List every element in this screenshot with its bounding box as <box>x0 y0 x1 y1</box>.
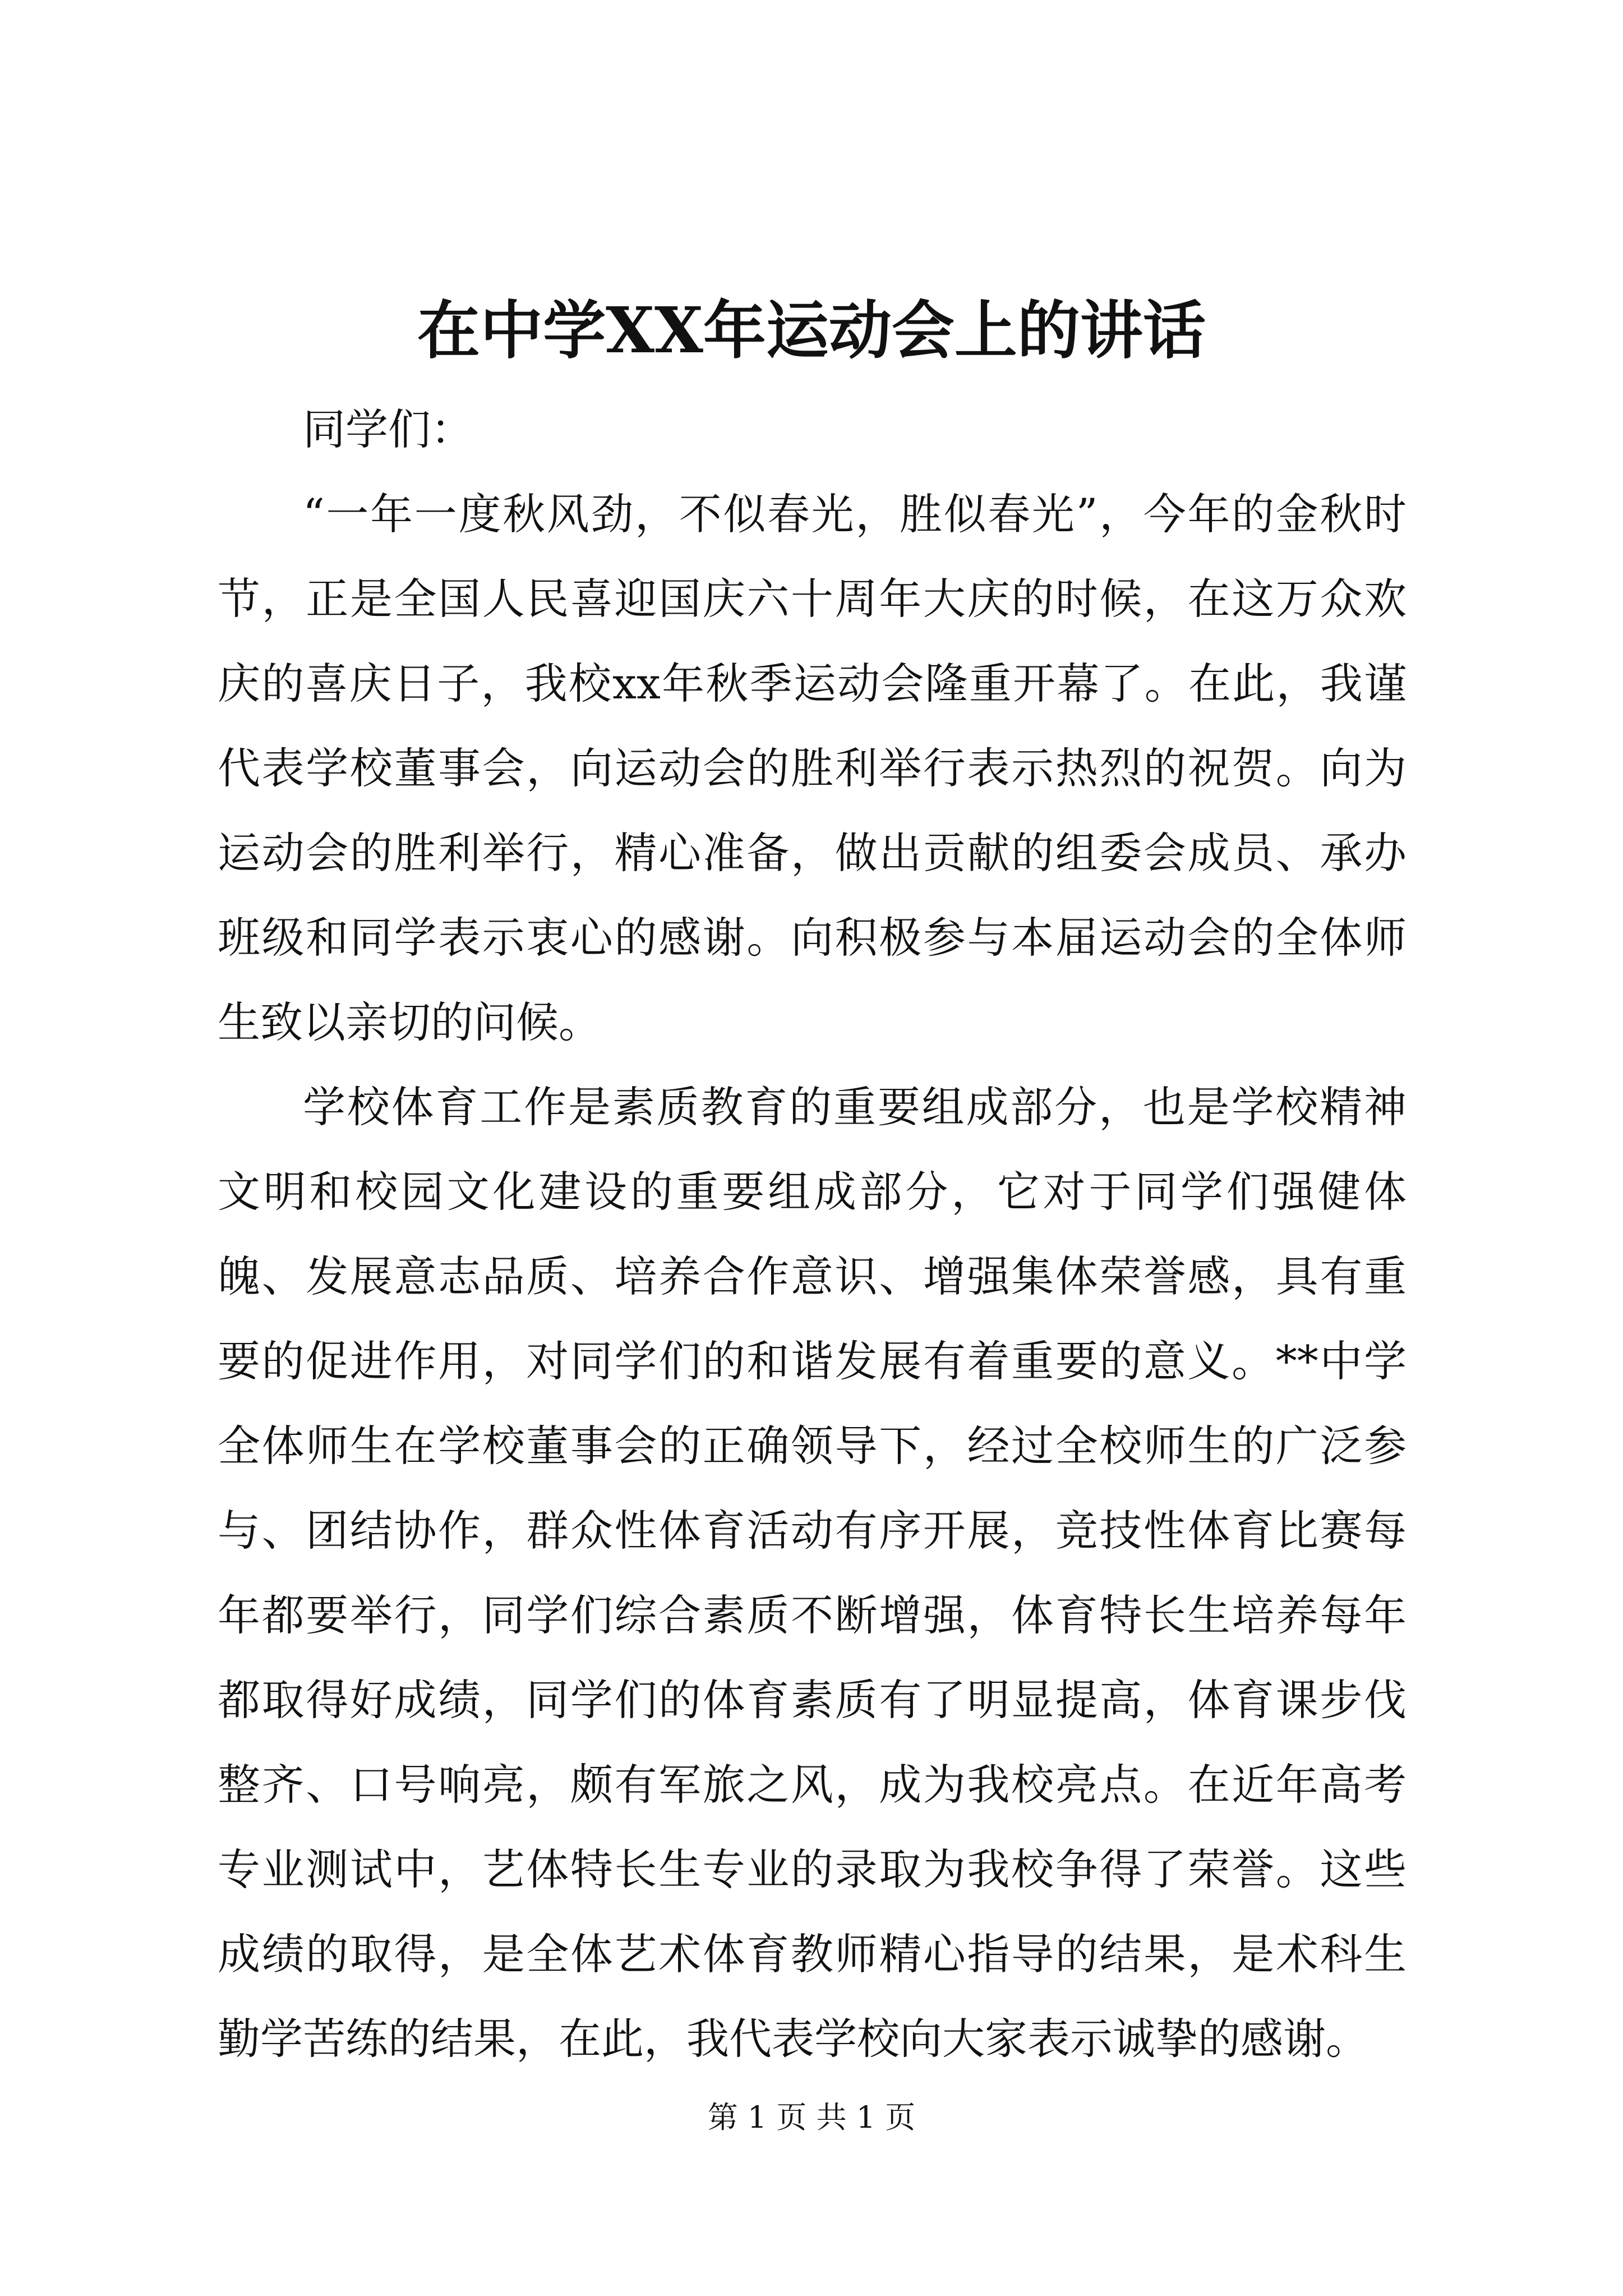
greeting: 同学们： <box>303 404 473 454</box>
document-body <box>218 387 1407 2081</box>
paragraph-2: 学校体育工作是素质教育的重要组成部分，也是学校精神文明和校园文化建设的重要组成部分，它对于同学们强健体魄、发展意志品质、培养合作意识、增强集体荣誉感，具有重要的促进作用，对同学们的和谐发展有着重要的意义。**中学全体师生在学校董事会的正确领导下，经过全校师生的广泛参与、团结协作，群众性体育活动有序开展，竞技性体育比赛每年都要举行，同学们综合素质不断增强，体育特长生培养每年都取得好成绩，同学们的体育素质有了明显提高，体育课步伐整齐、口号响亮，颇有军旅之风，成为我校亮点。在近年高考专业测试中，艺体特长生专业的录取为我校争得了荣誉。这些成绩的取得，是全体艺术体育教师精心指导的结果，是术科生勤学苦练的结果，在此，我代表学校向大家表示诚挚的感谢。 <box>218 1082 1407 2064</box>
document-title: 在中学XX年运动会上的讲话 <box>417 294 1206 367</box>
paragraph-1: “一年一度秋风劲，不似春光，胜似春光”，今年的金秋时节，正是全国人民喜迎国庆六十周年大庆的时候，在这万众欢庆的喜庆日子，我校xx年秋季运动会隆重开幕了。在此，我谨代表学校董事会，向运动会的胜利举行表示热烈的祝贺。向为运动会的胜利举行，精心准备，做出贡献的组委会成员、承办班级和同学表示衷心的感谢。向积极参与本届运动会的全体师生致以亲切的问候。 <box>218 489 1407 1047</box>
page-footer: 第 1 页 共 1 页 <box>707 2100 916 2135</box>
